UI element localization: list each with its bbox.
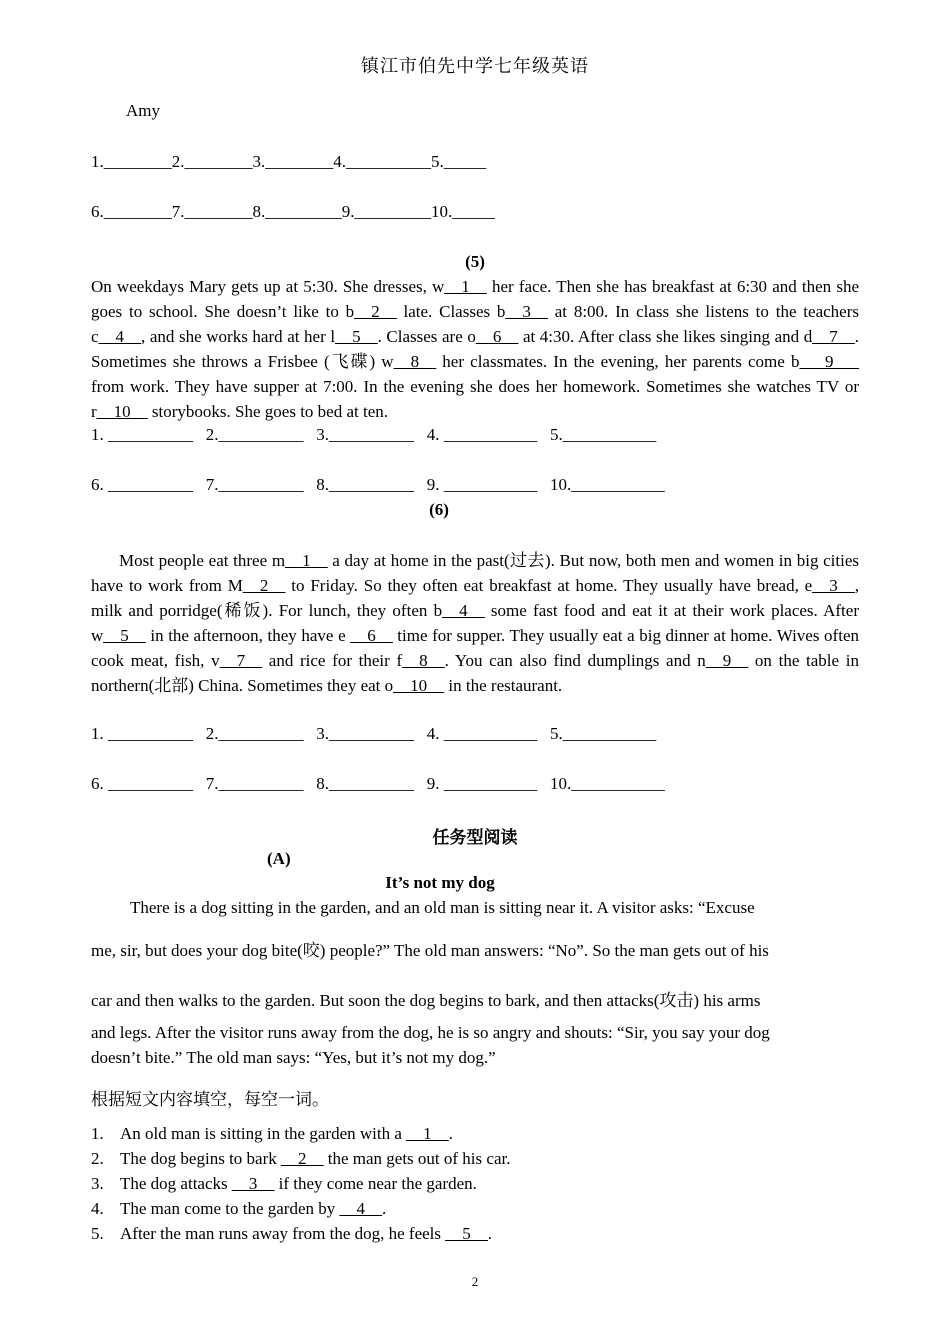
- section-5-answer-row-2: 6. __________ 7.__________ 8.__________ 9. ___________ 10.___________: [91, 475, 665, 494]
- section-5-label: (5): [465, 252, 485, 271]
- question-item: 4. The man come to the garden by __4__.: [91, 1199, 387, 1218]
- page-header: 镇江市伯先中学七年级英语: [361, 56, 589, 77]
- question-item: 2. The dog begins to bark __2__ the man gets out of his car.: [91, 1149, 511, 1168]
- section-6-passage: Most people eat three m__1__ a day at home in the past(过去). But now, both men and women in big cities have to work from M__2__ to Friday. So they often eat breakfast at home. They usually have bread, e__3__, milk and porridge(稀饭). For lunch, they often b__4__ some fast food and eat it at their work places. After w__5__ in the afternoon, they have e __6__ time for supper. They usually eat a big dinner at home. Wives often cook meat, fish, v__7__ and rice for their f__8__. You can also find dumplings and n__9__ on the table in northern(北部) China. Sometimes they eat o__10__ in the restaurant.: [91, 551, 860, 695]
- question-item: 1. An old man is sitting in the garden with a __1__.: [91, 1124, 453, 1143]
- question-item: 3. The dog attacks __3__ if they come near the garden.: [91, 1174, 477, 1193]
- story-line-4: and legs. After the visitor runs away from the dog, he is so angry and shouts: “Sir, you say your dog: [91, 1023, 770, 1042]
- task-reading-heading: 任务型阅读: [432, 828, 518, 848]
- section-6-label: (6): [429, 500, 449, 519]
- story-line-2: me, sir, but does your dog bite(咬) people?” The old man answers: “No”. So the man gets out of his: [91, 941, 769, 960]
- story-line-3: car and then walks to the garden. But soon the dog begins to bark, and then attacks(攻击) his arms: [91, 991, 761, 1010]
- answer-row-1: 1.________2.________3.________4.__________5._____: [91, 152, 487, 171]
- instruction: 根据短文内容填空，每空一词。: [91, 1090, 329, 1110]
- section-5-passage: On weekdays Mary gets up at 5:30. She dresses, w__1__ her face. Then she has breakfast at 6:30 and then she goes to school. She doesn’t like to b__2__ late. Classes b__3__ at 8:00. In class she listens to the teachers c__4__, and she works hard at her l__5__. Classes are o__6__ at 4:30. After class she likes singing and d__7__. Sometimes she throws a Frisbee (飞碟) w__8__ her classmates. In the evening, her parents come b___9___ from work. They have supper at 7:00. In the evening she does her homework. Sometimes she watches TV or r__10__ storybooks. She goes to bed at ten.: [91, 277, 860, 421]
- answer-row-2: 6.________7.________8._________9._________10._____: [91, 202, 495, 221]
- section-6-answer-row-1: 1. __________ 2.__________ 3.__________ 4. ___________ 5.___________: [91, 724, 657, 743]
- section-6-answer-row-2: 6. __________ 7.__________ 8.__________ 9. ___________ 10.___________: [91, 774, 665, 793]
- student-name: Amy: [126, 101, 160, 120]
- story-line-1: There is a dog sitting in the garden, and an old man is sitting near it. A visitor asks: “Excuse: [130, 898, 755, 917]
- question-list: [91, 1121, 510, 1246]
- story-title: It’s not my dog: [385, 873, 495, 892]
- section-5-answer-row-1: 1. __________ 2.__________ 3.__________ 4. ___________ 5.___________: [91, 425, 657, 444]
- question-item: 5. After the man runs away from the dog, he feels __5__.: [91, 1224, 492, 1243]
- page-number: 2: [471, 1274, 479, 1289]
- story-line-5: doesn’t bite.” The old man says: “Yes, but it’s not my dog.”: [91, 1048, 496, 1067]
- task-a-label: (A): [267, 849, 291, 868]
